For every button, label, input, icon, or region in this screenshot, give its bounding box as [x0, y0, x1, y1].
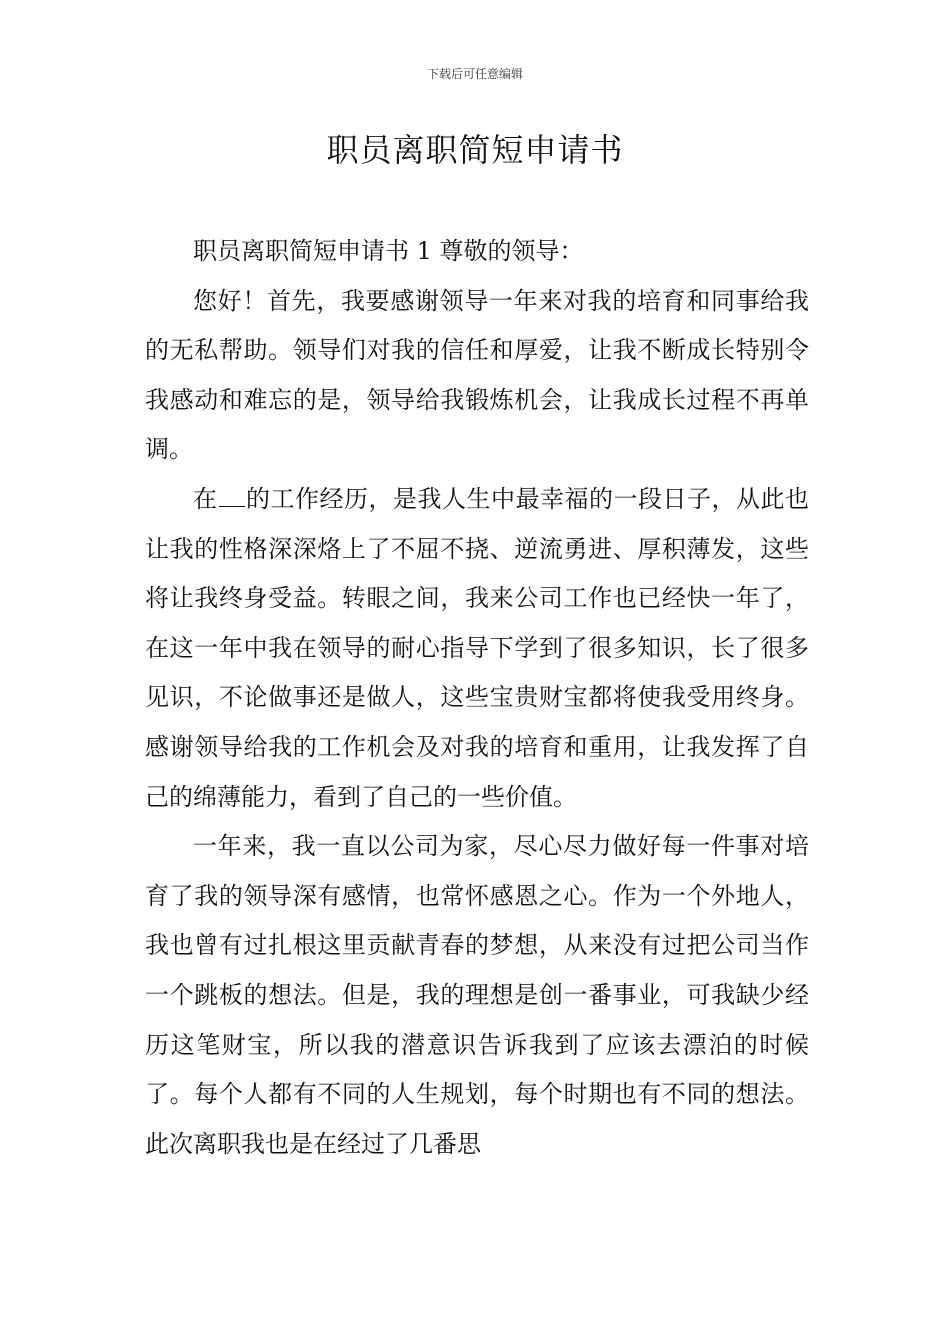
paragraph-greeting: 职员离职简短申请书 1 尊敬的领导：	[193, 237, 584, 265]
paragraph-reason: 一年来，我一直以公司为家，尽心尽力做好每一件事对培育了我的领导深有感情，也常怀感恩之心。作为一个外地人，我也曾有过扎根这里贡献青春的梦想，从来没有过把公司当作一个跳板的想法。但是，我的理想是创一番事业，可我缺少经历这笔财宝，所以我的潜意识告诉我到了应该去漂泊的时候了。每个人都有不同的人生规划，每个时期也有不同的想法。此次离职我也是在经过了几番思	[145, 832, 809, 1158]
blank-underline	[219, 488, 245, 507]
paragraph-experience-start: 在	[193, 484, 218, 513]
paragraph-experience-rest: 的工作经历，是我人生中最幸福的一段日子，从此也让我的性格深深烙上了不屈不挠、逆流勇进、厚积薄发，这些将让我终身受益。转眼之间，我来公司工作也已经快一年了，在这一年中我在领导的耐心指导下学到了很多知识，长了很多见识，不论做事还是做人，这些宝贵财宝都将使我受用终身。感谢领导给我的工作机会及对我的培育和重用，让我发挥了自己的绵薄能力，看到了自己的一些价值。	[145, 484, 809, 811]
paragraph-thanks: 您好！首先，我要感谢领导一年来对我的培育和同事给我的无私帮助。领导们对我的信任和厚爱，让我不断成长特别令我感动和难忘的是，领导给我锻炼机会，让我成长过程不再单调。	[145, 286, 809, 464]
paragraph-experience	[145, 475, 809, 822]
document-body	[145, 227, 809, 1169]
header-note: 下载后可任意编辑	[426, 67, 523, 81]
document-title: 职员离职简短申请书	[326, 131, 624, 169]
